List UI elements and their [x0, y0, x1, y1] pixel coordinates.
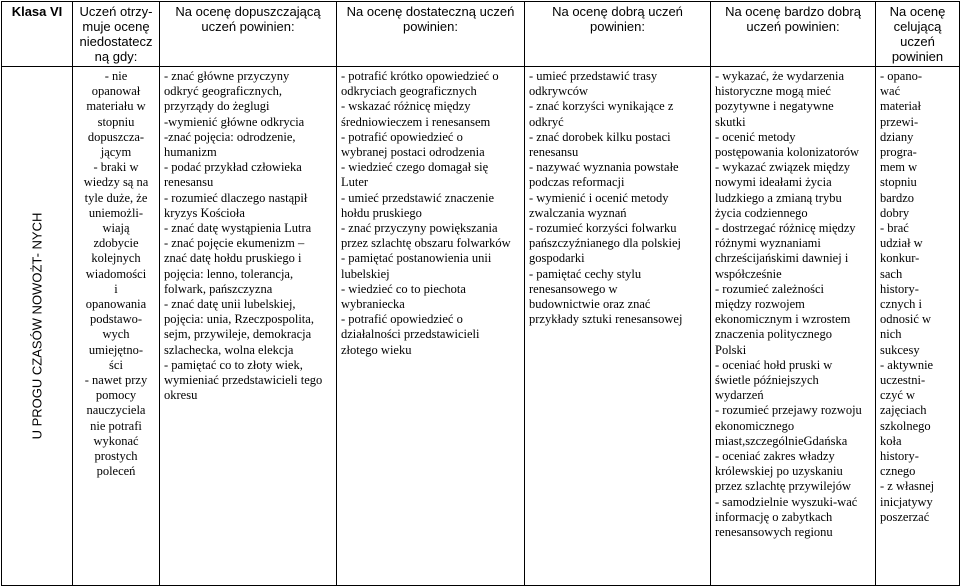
requirement-line: renesansu — [529, 145, 579, 160]
requirement-line: zwalczania wyznań — [529, 205, 627, 220]
requirement-line: history- — [880, 281, 919, 296]
requirement-line: gospodarki — [529, 251, 585, 266]
requirement-line: history- — [880, 449, 919, 464]
requirement-line: - wykazać, że wydarzenia — [715, 69, 845, 83]
requirement-line: pańszczyźnianego dla polskiej — [529, 236, 682, 251]
requirement-line: - rozumieć dlaczego nastąpił — [164, 190, 308, 205]
requirement-line: - znać datę wystąpienia Lutra — [164, 221, 312, 236]
requirement-line: - znać datę unii lubelskiej, — [164, 297, 296, 312]
requirement-line: średniowieczem i renesansem — [341, 114, 491, 129]
requirement-line: stopniu — [880, 175, 917, 190]
requirement-line: wybranej postaci odrodzenia — [341, 145, 485, 160]
requirement-line: poleceń — [96, 464, 136, 479]
requirement-line: przez szlachtę obszaru folwarków — [341, 236, 511, 251]
requirement-line: - z własnej — [880, 479, 935, 494]
requirement-line: zajęciach — [880, 403, 927, 418]
requirement-line: świetle późniejszych — [715, 373, 819, 388]
requirement-line: konkur- — [880, 251, 920, 266]
requirement-line: złotego wieku — [341, 342, 412, 357]
requirement-line: renesansu — [164, 175, 214, 190]
requirement-line: wydarzeń — [715, 388, 764, 403]
grade-good-header: Na ocenę dobrą uczeń powinien: — [525, 2, 711, 67]
requirement-line: Luter — [341, 175, 369, 190]
requirement-line: - ocenić metody — [715, 129, 796, 144]
requirement-line: pojęcia: lenno, tolerancja, — [164, 266, 294, 281]
requirement-line: odkryć geograficznych, — [164, 84, 282, 99]
grade-failing-header: Uczeń otrzy-muje ocenę niedostatecz ną gdy: — [73, 2, 160, 67]
requirement-line: - nie — [104, 69, 128, 83]
requirement-line: szkolnego — [880, 418, 931, 433]
requirement-line: - potrafić opowiedzieć o — [341, 312, 463, 327]
requirement-line: odkryciach geograficznych — [341, 84, 477, 99]
requirement-line: poszerzać — [880, 509, 930, 524]
requirement-line: udział w — [880, 236, 923, 251]
requirement-line: humanizm — [164, 145, 217, 160]
requirement-line: - znać korzyści wynikające z — [529, 99, 674, 114]
requirement-line: - pamiętać co to złoty wiek, — [164, 357, 303, 372]
requirement-line: pojęcia: unia, Rzeczpospolita, — [164, 312, 314, 327]
requirement-line: - dostrzegać różnicę między — [715, 221, 856, 236]
requirement-line: Polski — [715, 342, 747, 357]
requirement-line: lubelskiej — [341, 266, 390, 281]
requirement-line: nowymi ideałami życia — [715, 175, 832, 190]
requirement-line: cznego — [880, 464, 916, 479]
requirement-line: progra- — [880, 145, 917, 160]
requirement-line: umiejętno- — [88, 342, 144, 357]
grading-requirements-table — [1, 1, 960, 586]
grade-very-good-header: Na ocenę bardzo dobrą uczeń powinien: — [711, 2, 876, 67]
requirement-line: - potrafić opowiedzieć o — [341, 129, 463, 144]
topic-cell — [2, 67, 73, 586]
requirement-line: - samodzielnie wyszuki-wać — [715, 494, 858, 509]
requirement-line: dobry — [880, 205, 910, 220]
requirement-line: informację o zabytkach — [715, 509, 833, 524]
requirement-line: postępowania kolonizatorów — [715, 145, 860, 160]
requirement-line: wiedzy są na — [83, 175, 149, 190]
requirement-line: koła — [880, 433, 902, 448]
requirement-line: - aktywnie — [880, 357, 934, 372]
requirement-line: inicjatywy — [880, 494, 933, 509]
requirement-line: wych — [102, 327, 130, 342]
requirement-line: opanował — [91, 84, 141, 99]
requirement-line: renesansowego w — [529, 281, 618, 296]
requirement-line: królewskiej po uzyskaniu — [715, 464, 843, 479]
requirements-failing — [73, 67, 160, 586]
requirement-line: cznych i — [880, 297, 922, 312]
requirement-line: uniemożli- — [88, 205, 144, 220]
requirement-line: wykonać — [93, 433, 139, 448]
requirement-line: - umieć przedstawić trasy — [529, 69, 658, 83]
requirement-line: - wiedzieć co to piechota — [341, 281, 466, 296]
requirement-line: materiału w — [86, 99, 146, 114]
requirement-line: - rozumieć zależności — [715, 281, 824, 296]
requirement-line: przykłady sztuki renesansowej — [529, 312, 683, 327]
requirement-line: stopniu — [97, 114, 135, 129]
requirement-line: czyć w — [880, 388, 916, 403]
requirement-line: odkrywców — [529, 84, 589, 99]
requirement-line: tyle duże, że — [84, 190, 148, 205]
requirement-line: wymieniać przedstawicieli tego — [164, 373, 323, 388]
class-header: Klasa VI — [2, 2, 73, 67]
requirement-line: przez szlachtę przywilejów — [715, 479, 852, 494]
requirements-sufficient — [160, 67, 337, 586]
requirement-line: - oceniać hołd pruski w — [715, 357, 833, 372]
requirement-line: - opano- — [880, 69, 922, 83]
requirement-line: ekonomicznego — [715, 418, 795, 433]
requirement-line: wiają — [102, 221, 130, 236]
requirement-line: nauczyciela — [86, 403, 146, 418]
requirement-line: nich — [880, 327, 902, 342]
requirements-excellent — [876, 67, 960, 586]
requirement-line: prostych — [94, 449, 138, 464]
requirement-line: - rozumieć korzyści folwarku — [529, 221, 677, 236]
requirement-line: dopuszcza- — [87, 129, 145, 144]
requirement-line: kryzys Kościoła — [164, 205, 245, 220]
requirement-line: - potrafić krótko opowiedzieć o — [341, 69, 499, 83]
header-row — [2, 2, 960, 67]
requirement-line: renesansowych regionu — [715, 525, 833, 540]
requirement-line: uczestni- — [880, 373, 926, 388]
requirement-line: nie potrafi — [90, 418, 142, 433]
requirement-line: sukcesy — [880, 342, 920, 357]
topic-title: U PROGU CZASÓW NOWOŻT- NYCH — [29, 212, 45, 440]
requirement-line: ekonomicznym i wzrostem — [715, 312, 851, 327]
requirement-line: - rozumieć przejawy rozwoju — [715, 403, 862, 418]
requirement-line: - oceniać zakres władzy — [715, 449, 835, 464]
grade-sufficient-header: Na ocenę dopuszczającą uczeń powinien: — [160, 2, 337, 67]
requirement-line: ludzkiego a zmianą trybu — [715, 190, 842, 205]
requirement-line: - znać przyczyny powiększania — [341, 221, 498, 236]
requirement-line: sach — [880, 266, 903, 281]
requirement-line: - wiedzieć czego domagał się — [341, 160, 489, 175]
content-row — [2, 67, 960, 586]
requirement-line: przewi- — [880, 114, 919, 129]
requirement-line: folwark, pańszczyzna — [164, 281, 273, 296]
requirement-line: hołdu pruskiego — [341, 205, 422, 220]
requirement-line: budownictwie oraz znać — [529, 297, 651, 312]
requirement-line: - nazywać wyznania powstałe — [529, 160, 679, 175]
requirement-line: - wykazać związek między — [715, 160, 850, 175]
requirement-line: współcześnie — [715, 266, 782, 281]
grade-satisfactory-header: Na ocenę dostateczną uczeń powinien: — [337, 2, 525, 67]
requirement-line: - braki w — [93, 160, 139, 175]
requirement-line: przyrządy do żeglugi — [164, 99, 270, 114]
requirement-line: podczas reformacji — [529, 175, 625, 190]
grade-excellent-header: Na ocenę celującą uczeń powinien — [876, 2, 960, 67]
requirements-very-good — [711, 67, 876, 586]
requirement-line: szlachecka, wolna elekcja — [164, 342, 294, 357]
requirement-line: - znać główne przyczyny — [164, 69, 290, 83]
requirement-line: pozytywne i negatywne — [715, 99, 834, 114]
requirement-line: między rozwojem — [715, 297, 805, 312]
requirement-line: chrześcijańskimi dawniej i — [715, 251, 849, 266]
requirement-line: kolejnych — [91, 251, 141, 266]
requirement-line: życia codziennego — [715, 205, 808, 220]
requirement-line: - brać — [880, 221, 909, 236]
requirement-line: ści — [109, 357, 123, 372]
requirement-line: skutki — [715, 114, 746, 129]
requirement-line: - znać pojęcie ekumenizm – — [164, 236, 305, 251]
requirement-line: okresu — [164, 388, 198, 403]
requirement-line: wać — [880, 84, 901, 99]
requirement-line: miast,szczególnieGdańska — [715, 433, 848, 448]
requirement-line: - wymienić i ocenić metody — [529, 190, 669, 205]
requirement-line: - znać dorobek kilku postaci — [529, 129, 671, 144]
requirement-line: różnymi wyznaniami — [715, 236, 821, 251]
requirement-line: działalności przedstawicieli — [341, 327, 480, 342]
requirement-line: -znać pojęcia: odrodzenie, — [164, 129, 296, 144]
requirement-line: odnosić w — [880, 312, 932, 327]
requirement-line: wybraniecka — [341, 297, 405, 312]
requirement-line: znaczenia politycznego — [715, 327, 832, 342]
requirement-line: odkryć — [529, 114, 564, 129]
requirements-good — [525, 67, 711, 586]
requirement-line: - podać przykład człowieka — [164, 160, 302, 175]
requirement-line: - pamiętać cechy stylu — [529, 266, 642, 281]
requirement-line: i — [114, 281, 118, 296]
requirement-line: wiadomości — [85, 266, 147, 281]
requirement-line: mem w — [880, 160, 918, 175]
requirement-line: bardzo — [880, 190, 915, 205]
requirement-line: sejm, przywileje, demokracja — [164, 327, 312, 342]
requirement-line: historyczne mogą mieć — [715, 84, 831, 99]
requirement-line: zdobycie — [93, 236, 139, 251]
requirement-line: -wymienić główne odkrycia — [164, 114, 305, 129]
requirements-satisfactory — [337, 67, 525, 586]
requirement-line: - nawet przy — [84, 373, 148, 388]
requirement-line: dziany — [880, 129, 914, 144]
requirement-line: - wskazać różnicę między — [341, 99, 471, 114]
requirement-line: jącym — [100, 145, 132, 160]
requirement-line: znać datę hołdu pruskiego i — [164, 251, 302, 266]
requirement-line: pomocy — [95, 388, 137, 403]
requirement-line: - umieć przedstawić znaczenie — [341, 190, 495, 205]
requirement-line: opanowania — [85, 297, 147, 312]
requirement-line: podstawo- — [89, 312, 143, 327]
requirement-line: materiał — [880, 99, 921, 114]
requirement-line: - pamiętać postanowienia unii — [341, 251, 492, 266]
